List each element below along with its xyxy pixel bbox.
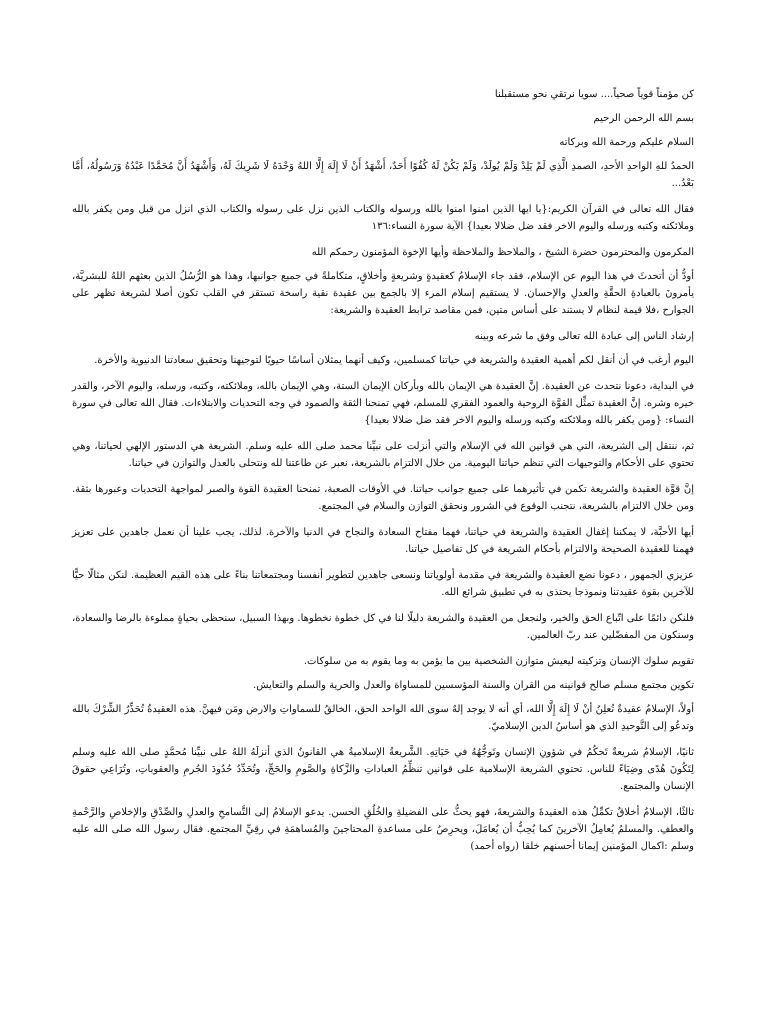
first-point-paragraph: أولاً، الإسلامُ عقيدةٌ تُعلِنُ أنْ لَا إِلَهَ إِلَّا الله، أي أنه لا يوجد إلهٌ سوى الله الواحد الحق، الخالقُ للسماواتِ والارض ومَن فيهنَّ. هذه العقيدةُ تُحَذِّرُ الشِّرْكَ بالله وتدعُو إلى التَّوحيدِ الذي هو أساسُ الدين الإسلاميّ.	[72, 704, 694, 732]
society-line: تكوين مجتمع مسلم صالح قوانينه من القران والسنة المؤسسين للمساواة والعدل والحرية والسلم والتعايش.	[253, 680, 694, 691]
audience-paragraph: عزيزي الجمهور ، دعونا نضع العقيدة والشريعة في مقدمة أولوياتنا ونسعى جاهدين لتطوير أنفسنا ومجتمعاتنا بناءً على هذه القيم العظيمة. لنكن مثالًا حيًّا للآخرين بقوة عقيدتنا ونموذجا يحتذى به في تطبيق شرائع الله.	[72, 570, 694, 598]
importance-paragraph: اليوم أرغب في أن أنقل لكم أهمية العقيدة والشريعة في حياتنا كمسلمين، وكيف أنهما يمثلان أساسًا حيويًا لتوجيهنا وتحقيق سعادتنا الدنيوية والأخرة.	[94, 355, 694, 366]
beloved-paragraph: أيها الأحبَّة، لا يمكننا إغفال العقيدة والشريعة في حياتنا، فهما مفتاح السعادة والنجاح في الدنيا والآخرة. لذلك، يجب علينا أن نعمل جاهدين على تعزيز فهمنا للعقيدة الصحيحة والالتزام بأحكام الشريعة في كل تفاصيل حياتنا.	[72, 527, 694, 555]
basmala-line: بسم الله الرحمن الرحيم	[593, 113, 694, 124]
strength-paragraph: إنَّ قوَّة العقيدة والشريعة تكمن في تأثيرهما على جميع جوانب حياتنا. في الأوقات الصعبة، تمنحنا العقيدة القوة والصبر لمواجهة التحديات وعبورها بثقة. ومن خلال الالتزام بالشريعة، نتجنب الوقوع في الشرور ونحقق التوازن والسلام في المجتمع.	[72, 484, 694, 512]
conclusion-paragraph: فلنكن دائمًا على اتّباع الحق والخير، ولنجعل من العقيدة والشريعة دليلًا لنا في كل خطوة نخطوها. وبهذا السبيل، سنحظى بحياةٍ مملوءة بالرضا والسعادة، وسنكون من المفضّلين عند ربّ العالمين.	[72, 613, 694, 641]
address-line: المكرمون والمحترمون حضرة الشيخ ، والملاحظ والملاحظة وأيها الإخوة المؤمنون رحمكم الله	[311, 247, 694, 258]
aqeedah-paragraph: في البداية، دعونا نتحدث عن العقيدة. إنَّ العقيدة هي الإيمان بالله وبأركان الإيمان الستة، وهي الإيمان بالله، وملائكته، وكتبه، ورسله، واليوم الآخر، والقدر خيره وشره. إنَّ العقيدة تمثِّل القوَّة الروحية والعمود الفقري للمسلم، فهي تمنحنا الثقة والصمود في وجه التحديات والابتلاءات. فقال الله تعالى في سورة النساء: {ومن يكفر بالله وملائكته وكتبه ورسله واليوم الاخر فقد ضل ضلالا بعيدا}	[72, 381, 694, 426]
quran-verse-paragraph: فقال الله تعالى في القرآن الكريم:{يا ايها الذين امنوا امنوا بالله ورسوله والكتاب الذين نزل على رسوله والكتاب الذي انزل من قبل ومن يكفر بالله وملائكته وكتبه ورسله واليوم الاخر فقد ضل ضلالا بعيدا} الآية سورة النساء:١٣٦	[72, 204, 694, 232]
third-point-paragraph: ثالثًا، الإسلامُ أخلاقٌ تكمِّلُ هذه العقيدةَ والشريعةَ، فهو يحثُّ على الفضيلةِ والخُلُقِ الحسن. يدعو الإسلامُ إلى التَّسامحِ والعدلِ والصِّدْقِ والإخلاصِ والرَّحْمةِ والعطفِ. والمسلمُ يُعامِلُ الآخرينَ كما يُحِبُّ أن يُعامَلَ، ويحرِصُ على مساعدةِ المحتاجينَ والمُساهمَةِ في رقِيِّ المجتمع. فقال رسول الله صلى الله عليه وسلم :اكمال المؤمنين إيمانا أحسنهم خلقا (رواه أحمد)	[72, 807, 694, 852]
intro-paragraph: أودُّ أن أتحدثَ في هذا اليوم عن الإسلام، فقد جاء الإسلامُ كعقيدةٍ وشريعةٍ وأخلاقٍ، متكاملةً في جميع جوانبها، وهذا هو الرُّسُلُ الذين بعثهم اللهُ للبشريَّة، يأمرونَ بالعبادةِ الحقَّةِ والعدلِ والإحسان. لا يستقيم إسلام المرء إلا بالجمع بين عقيدة نقية راسخة تستقر في القلب تكون أصلا لشريعة تظهر على الجوارح ،فلا قيمة لنظام لا يستند على أساس متين، فمن مقاصد ترابط العقيدة والشريعة:	[72, 271, 694, 316]
objective-line: إرشاد الناس إلى عبادة الله تعالى وفق ما شرعه وبينه	[474, 331, 694, 342]
document-heading: كن مؤمناً قوياً صحياً.... سويا نرتقي نحو مستقبلنا	[494, 89, 694, 100]
behavior-line: تقويم سلوك الإنسان وتزكيته ليعيش متوازن الشخصية بين ما يؤمن به وما يقوم به من سلوكات.	[303, 656, 694, 667]
opening-praise-paragraph: الحمدُ للهِ الواحدِ الأحدِ، الصمدِ الَّذِي لَمْ يَلِدْ وَلَمْ يُولَدْ، وَلَمْ يَكُنْ لَهُ كُفُوًا أَحَدٌ، أَشْهَدُ أَنْ لَا إِلَهَ إِلَّا اللهُ وَحْدَهُ لَا شَرِيكَ لَهُ، وَأَشْهَدُ أَنَّ مُحَمَّدًا عَبْدُهُ وَرَسُولُهُ، أَمَّا بَعْدُ...	[72, 161, 695, 189]
greeting-line: السلام عليكم ورحمة الله وبركاته	[559, 137, 694, 148]
second-point-paragraph: ثانيًا، الإسلامُ شريعةٌ تَحكُمُ في شؤونِ الإنسان وتَوجُّهُهُ في حَيَاتِهِ. الشَّريعةُ الإسلاميةُ هي القانونُ الذي أنزلَهُ اللهُ على نبيِّنا مُحمَّدٍ صلى الله عليه وسلم لِتَكُونَ هُدًى وضِيَاءً للناس. تحتوي الشريعة الإسلامية على قوانين تنظِّمُ العباداتِ والزَّكاةِ والصَّومِ والحَجِّ، وتُحَدِّدُ حُدُودَ الجُرمِ والعقوباتِ، وتُرَاعِي حقوقَ الإنسان والمجتمع.	[72, 747, 694, 792]
sharia-paragraph: ثم، ننتقل إلى الشريعة، التي هي قوانين الله في الإسلام والتي أنزلت على نبيِّنا محمد صلى الله عليه وسلم. الشريعة هي الدستور الإلهي لحياتنا، وهي تحتوي على الأحكام والتوجيهات التي تنظم حياتنا اليومية. من خلال الالتزام بالشريعة، نعبر عن طاعتنا لله ونتحلى بالعدل والتوازن في حياتنا.	[72, 441, 694, 469]
